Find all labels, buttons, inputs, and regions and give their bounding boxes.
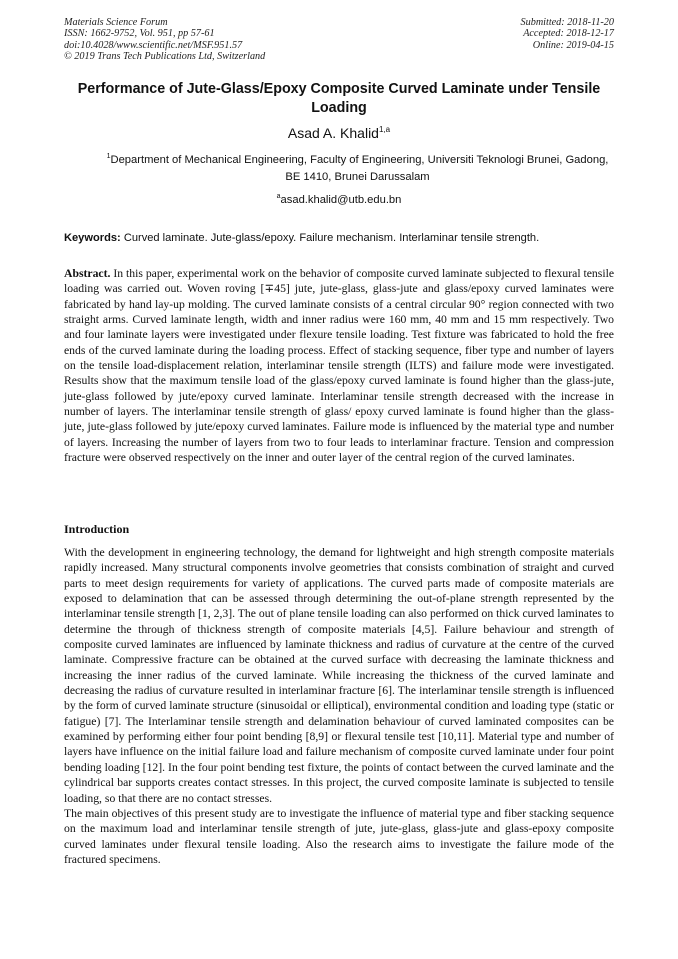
email-superscript: a <box>276 193 281 200</box>
introduction-body <box>64 545 614 867</box>
journal-doi[interactable]: doi:10.4028/www.scientific.net/MSF.951.57 <box>64 39 243 51</box>
affiliation-superscript: 1 <box>106 153 111 160</box>
keywords <box>64 231 614 245</box>
publication-dates <box>521 17 614 51</box>
keywords-label: Keywords: <box>64 232 121 244</box>
journal-name: Materials Science Forum <box>64 17 168 28</box>
author-superscript: 1,a <box>378 125 391 134</box>
author-email <box>64 193 614 207</box>
introduction-paragraph-2: The main objectives of this present study are to investigate the influence of material type and fiber stacking sequence on the maximum load and interlaminar tensile strength of jute, jute-glass, glass-jute and glass-epoxy composite curved laminates under flexural tensile loading. Also the research aims to investigate the failure mode of the fractured specimens. <box>64 806 614 866</box>
paper-title: Performance of Jute-Glass/Epoxy Composite Curved Laminate under Tensile Loading <box>77 81 601 116</box>
affiliation-text: Department of Mechanical Engineering, Faculty of Engineering, Universiti Teknologi Brunei, Gadong, BE 1410, Brunei Darussalam <box>110 154 609 183</box>
date-accepted: Accepted: 2018-12-17 <box>523 28 614 40</box>
introduction-paragraph-1: With the development in engineering technology, the demand for lightweight and high strength composite materials rapidly increased. Many structural components involve geometries that consists combination of straight and curved parts to meet design requirements for variety of applications. The curved parts made of composite materials are exposed to delamination that can be assessed through determining the out-of-plane strength represented by the interlaminar tensile strength [1, 2,3]. The out of plane tensile loading can also performed on thick curved laminates to determine the through of thickness strength of composite materials [4,5]. Failure behaviour and strength of composite curved laminates are influenced by laminate thickness and radius of curvature at the centre of the curved laminate. Compressive fracture can be obtained at the curved surface with decreasing the laminate thickness and increasing the inner radius of the curved laminate. While increasing the thickness of the curved laminate and decreasing the radius of curvature resulted in interlaminar fracture [6]. The interlaminar tensile strength is influenced by the form of curved laminate structure (sinusoidal or elliptical), environmental condition and loading type (static or fatigue) [7]. The Interlaminar tensile strength and delamination behaviour of curved laminated composites can be examined by performing either four point bending [8,9] or flexural tensile test [10,11]. Material type and number of layers have influence on the initial failure load and failure mechanism of composite curved laminate under four point bending loading [12]. In the four point bending test fixture, the points of contact between the curved laminate and the cylindrical bar supports creates contact stresses. In this project, the curved composite laminate is subjected to tensile loading, so that there are no contact stresses. <box>64 546 614 805</box>
abstract <box>64 266 614 465</box>
journal-info <box>64 17 265 63</box>
email-address[interactable]: asad.khalid@utb.edu.bn <box>280 194 402 206</box>
affiliation <box>100 152 615 186</box>
keywords-text: Curved laminate. Jute-glass/epoxy. Failure mechanism. Interlaminar tensile strength. <box>123 232 540 244</box>
introduction-heading: Introduction <box>64 522 130 536</box>
author <box>64 124 614 142</box>
date-submitted: Submitted: 2018-11-20 <box>520 17 614 28</box>
abstract-text: In this paper, experimental work on the behavior of composite curved laminate subjected to flexural tensile loading was carried out. Woven roving [∓45] jute, jute-glass, glass-jute and glass/epoxy curved laminates were fabricated by hand lay-up molding. The curved laminate consists of a central circular 90° region connected with two straight arms. Curved laminate length, width and inner radius were 160 mm, 40 mm and 15 mm respectively. Two and four laminate layers were investigated under flexure tensile loading. Test fixture was fabricated to hold the free ends of the curved laminate during the loading process. Effect of stacking sequence, fiber type and number of layers on the tensile load-displacement relation, interlaminar tensile strength (ILTS) and failure mode were investigated. Results show that the maximum tensile load of the glass/epoxy curved laminate is found higher than the glass-jute, jute-glass followed by jute/epoxy curved laminate. Interlaminar tensile strength decreased with the increase in number of layers. The interlaminar tensile strength of glass/ epoxy curved laminate is found higher than the glass-jute, jute-glass followed by jute/epoxy curved laminates. Failure mode is influenced by the material type and number of layers. Increasing the number of layers from two to four leads to interlaminar fracture. Tension and compression fracture were observed respectively on the inner and outer layer of the central region of the curved laminates. <box>64 267 615 465</box>
author-name: Asad A. Khalid <box>287 125 379 141</box>
journal-issn: ISSN: 1662-9752, Vol. 951, pp 57-61 <box>64 28 215 40</box>
journal-copyright: © 2019 Trans Tech Publications Ltd, Switzerland <box>64 51 266 63</box>
abstract-label: Abstract. <box>64 267 111 280</box>
date-online: Online: 2019-04-15 <box>532 39 614 51</box>
